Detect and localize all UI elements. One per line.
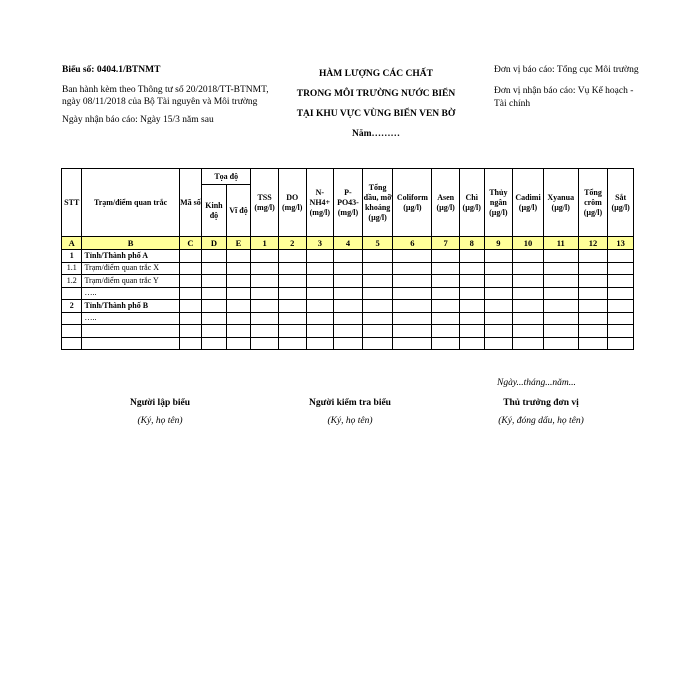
table-cell [432, 287, 460, 300]
table-cell [202, 250, 227, 263]
table-cell [513, 287, 544, 300]
table-cell [179, 262, 202, 275]
table-cell [393, 275, 432, 288]
index-cell: E [226, 237, 251, 250]
row-station-name: Tỉnh/Thành phố B [82, 300, 179, 313]
index-cell: 12 [578, 237, 608, 250]
table-cell [484, 262, 513, 275]
table-cell [432, 325, 460, 338]
table-cell [179, 312, 202, 325]
table-cell [251, 325, 279, 338]
table-cell [251, 275, 279, 288]
table-cell [432, 300, 460, 313]
index-cell: B [82, 237, 179, 250]
table-cell [484, 300, 513, 313]
table-cell [432, 275, 460, 288]
table-cell [202, 275, 227, 288]
table-cell [334, 275, 363, 288]
table-cell [513, 262, 544, 275]
table-cell [334, 300, 363, 313]
table-cell [306, 325, 334, 338]
checker-signature [270, 398, 430, 426]
table-cell [278, 275, 306, 288]
form-code: Biểu số: 0404.1/BTNMT [62, 65, 161, 75]
table-cell [578, 250, 608, 263]
table-cell [543, 312, 578, 325]
table-cell [393, 337, 432, 350]
table-cell [334, 325, 363, 338]
table-cell [459, 287, 484, 300]
table-cell [608, 325, 634, 338]
table-cell [459, 325, 484, 338]
header-cyanide: Xyanua (µg/l) [543, 169, 578, 237]
row-station-name [82, 325, 179, 338]
issued-by-text: Ban hành kèm theo Thông tư số 20/2018/TT-BTNMT, ngày 08/11/2018 của Bộ Tài nguyên và Môi trường [62, 85, 269, 107]
table-cell [278, 287, 306, 300]
header-chromium: Tổng crôm (µg/l) [578, 169, 608, 237]
header-mercury: Thủy ngân (µg/l) [484, 169, 513, 237]
table-cell [484, 337, 513, 350]
table-cell [459, 312, 484, 325]
table-cell [543, 262, 578, 275]
table-cell [306, 250, 334, 263]
title-line-1: HÀM LƯỢNG CÁC CHẤT [319, 69, 433, 79]
row-stt: 1 [62, 250, 82, 263]
table-cell [179, 275, 202, 288]
checker-sign-note: (Ký, họ tên) [327, 416, 373, 426]
table-cell [362, 287, 393, 300]
table-cell [393, 250, 432, 263]
header-latitude: Vĩ độ [226, 185, 251, 237]
table-cell [179, 337, 202, 350]
table-cell [432, 312, 460, 325]
table-cell [278, 262, 306, 275]
index-cell: 5 [362, 237, 393, 250]
head-signature [461, 398, 621, 426]
table-cell [513, 337, 544, 350]
reporting-unit: Đơn vị báo cáo: Tổng cục Môi trường [494, 65, 639, 75]
table-cell [226, 262, 251, 275]
table-cell [251, 312, 279, 325]
report-table [61, 168, 634, 350]
row-station-name: ….. [82, 312, 179, 325]
table-cell [543, 325, 578, 338]
date-line: Ngày...tháng...năm... [497, 378, 576, 388]
table-cell [334, 312, 363, 325]
preparer-sign-note: (Ký, họ tên) [137, 416, 183, 426]
table-cell [432, 262, 460, 275]
title-line-2: TRONG MÔI TRƯỜNG NƯỚC BIỂN [296, 89, 456, 99]
header-iron: Sắt (µg/l) [608, 169, 634, 237]
title-line-3: TẠI KHU VỰC VÙNG BIỂN VEN BỜ [296, 109, 456, 119]
table-cell [484, 312, 513, 325]
index-cell: 2 [278, 237, 306, 250]
table-cell [334, 287, 363, 300]
row-station-name: Trạm/điểm quan trắc Y [82, 275, 179, 288]
table-row [62, 250, 634, 263]
table-cell [362, 325, 393, 338]
row-stt [62, 337, 82, 350]
row-station-name: Tỉnh/Thành phố A [82, 250, 179, 263]
table-cell [226, 337, 251, 350]
row-station-name: Trạm/điểm quan trắc X [82, 262, 179, 275]
table-cell [608, 287, 634, 300]
header-station: Trạm/điểm quan trắc [82, 169, 179, 237]
table-cell [484, 287, 513, 300]
header-chi: Chì (µg/l) [459, 169, 484, 237]
table-cell [608, 300, 634, 313]
index-cell: 13 [608, 237, 634, 250]
table-cell [578, 287, 608, 300]
index-cell: 10 [513, 237, 544, 250]
row-stt: 1.1 [62, 262, 82, 275]
table-cell [226, 287, 251, 300]
header-nh4: N-NH4+ (mg/l) [306, 169, 334, 237]
index-row [62, 237, 634, 250]
row-station-name [82, 337, 179, 350]
table-cell [459, 250, 484, 263]
table-cell [459, 275, 484, 288]
row-stt: 1.2 [62, 275, 82, 288]
table-cell [543, 250, 578, 263]
table-cell [393, 262, 432, 275]
table-cell [306, 300, 334, 313]
title-year: Năm……… [351, 129, 401, 139]
index-cell: D [202, 237, 227, 250]
table-cell [251, 337, 279, 350]
index-cell: 8 [459, 237, 484, 250]
header-longitude: Kinh độ [202, 185, 227, 237]
table-cell [251, 262, 279, 275]
header-oil: Tổng dầu, mỡ khoáng (µg/l) [362, 169, 393, 237]
table-cell [608, 275, 634, 288]
table-cell [202, 312, 227, 325]
table-cell [278, 250, 306, 263]
index-cell: 9 [484, 237, 513, 250]
table-row [62, 262, 634, 275]
preparer-title: Người lập biểu [129, 398, 191, 408]
table-cell [278, 312, 306, 325]
table-row [62, 337, 634, 350]
table-cell [362, 312, 393, 325]
table-cell [362, 250, 393, 263]
table-cell [484, 325, 513, 338]
table-cell [306, 262, 334, 275]
table-cell [543, 287, 578, 300]
table-cell [362, 300, 393, 313]
table-cell [513, 250, 544, 263]
table-cell [226, 300, 251, 313]
table-cell [393, 287, 432, 300]
row-station-name: ….. [82, 287, 179, 300]
receiving-unit: Đơn vị nhận báo cáo: Vụ Kế hoạch - Tài chính [494, 86, 634, 109]
table-row [62, 312, 634, 325]
table-row [62, 325, 634, 338]
preparer-signature [80, 398, 240, 426]
table-cell [513, 300, 544, 313]
table-cell [484, 275, 513, 288]
header-coordinates: Tọa độ [202, 169, 251, 185]
header-po4: P-PO43- (mg/l) [334, 169, 363, 237]
table-cell [278, 300, 306, 313]
table-cell [306, 337, 334, 350]
table-cell [543, 337, 578, 350]
table-cell [513, 325, 544, 338]
row-stt: 2 [62, 300, 82, 313]
form-info-block [62, 64, 282, 126]
table-cell [179, 287, 202, 300]
receive-date-text: Ngày nhận báo cáo: Ngày 15/3 năm sau [62, 115, 214, 125]
table-cell [608, 312, 634, 325]
table-cell [578, 312, 608, 325]
table-cell [578, 300, 608, 313]
header-do: DO (mg/l) [278, 169, 306, 237]
table-cell [306, 312, 334, 325]
table-cell [226, 250, 251, 263]
row-stt [62, 325, 82, 338]
table-cell [608, 337, 634, 350]
table-cell [393, 312, 432, 325]
table-cell [608, 250, 634, 263]
index-cell: C [179, 237, 202, 250]
index-cell: A [62, 237, 82, 250]
table-cell [251, 250, 279, 263]
table-row [62, 300, 634, 313]
table-cell [334, 262, 363, 275]
report-title [268, 64, 484, 144]
table-cell [306, 275, 334, 288]
table-cell [432, 337, 460, 350]
table-cell [202, 287, 227, 300]
index-cell: 1 [251, 237, 279, 250]
table-cell [608, 262, 634, 275]
table-cell [459, 337, 484, 350]
header-cadmium: Cadimi (µg/l) [513, 169, 544, 237]
table-cell [202, 262, 227, 275]
table-cell [543, 275, 578, 288]
table-cell [578, 275, 608, 288]
table-cell [362, 337, 393, 350]
table-cell [459, 262, 484, 275]
table-cell [362, 262, 393, 275]
table-cell [278, 325, 306, 338]
table-cell [578, 325, 608, 338]
head-sign-note: (Ký, đóng dấu, họ tên) [498, 416, 584, 426]
table-cell [393, 325, 432, 338]
table-cell [484, 250, 513, 263]
table-cell [226, 275, 251, 288]
table-cell [226, 325, 251, 338]
head-title: Thủ trưởng đơn vị [503, 398, 579, 408]
table-row [62, 287, 634, 300]
table-cell [393, 300, 432, 313]
table-cell [306, 287, 334, 300]
table-cell [179, 325, 202, 338]
table-cell [226, 312, 251, 325]
table-cell [578, 337, 608, 350]
table-cell [202, 337, 227, 350]
table-cell [334, 250, 363, 263]
header-tss: TSS (mg/l) [251, 169, 279, 237]
table-row [62, 275, 634, 288]
table-cell [278, 337, 306, 350]
table-cell [251, 300, 279, 313]
table-cell [179, 250, 202, 263]
table-cell [202, 300, 227, 313]
table-cell [432, 250, 460, 263]
table-cell [459, 300, 484, 313]
index-cell: 7 [432, 237, 460, 250]
table-cell [513, 275, 544, 288]
index-cell: 11 [543, 237, 578, 250]
row-stt [62, 287, 82, 300]
header-asen: Asen (µg/l) [432, 169, 460, 237]
unit-info-block [494, 64, 644, 111]
table-cell [202, 325, 227, 338]
table-cell [334, 337, 363, 350]
index-cell: 3 [306, 237, 334, 250]
header-code: Mã số [179, 169, 202, 237]
header-stt: STT [62, 169, 82, 237]
checker-title: Người kiểm tra biểu [309, 398, 391, 408]
table-cell [362, 275, 393, 288]
table-cell [179, 300, 202, 313]
index-cell: 4 [334, 237, 363, 250]
header-coliform: Coliform (µg/l) [393, 169, 432, 237]
row-stt [62, 312, 82, 325]
index-cell: 6 [393, 237, 432, 250]
table-cell [251, 287, 279, 300]
table-cell [543, 300, 578, 313]
table-cell [513, 312, 544, 325]
table-cell [578, 262, 608, 275]
